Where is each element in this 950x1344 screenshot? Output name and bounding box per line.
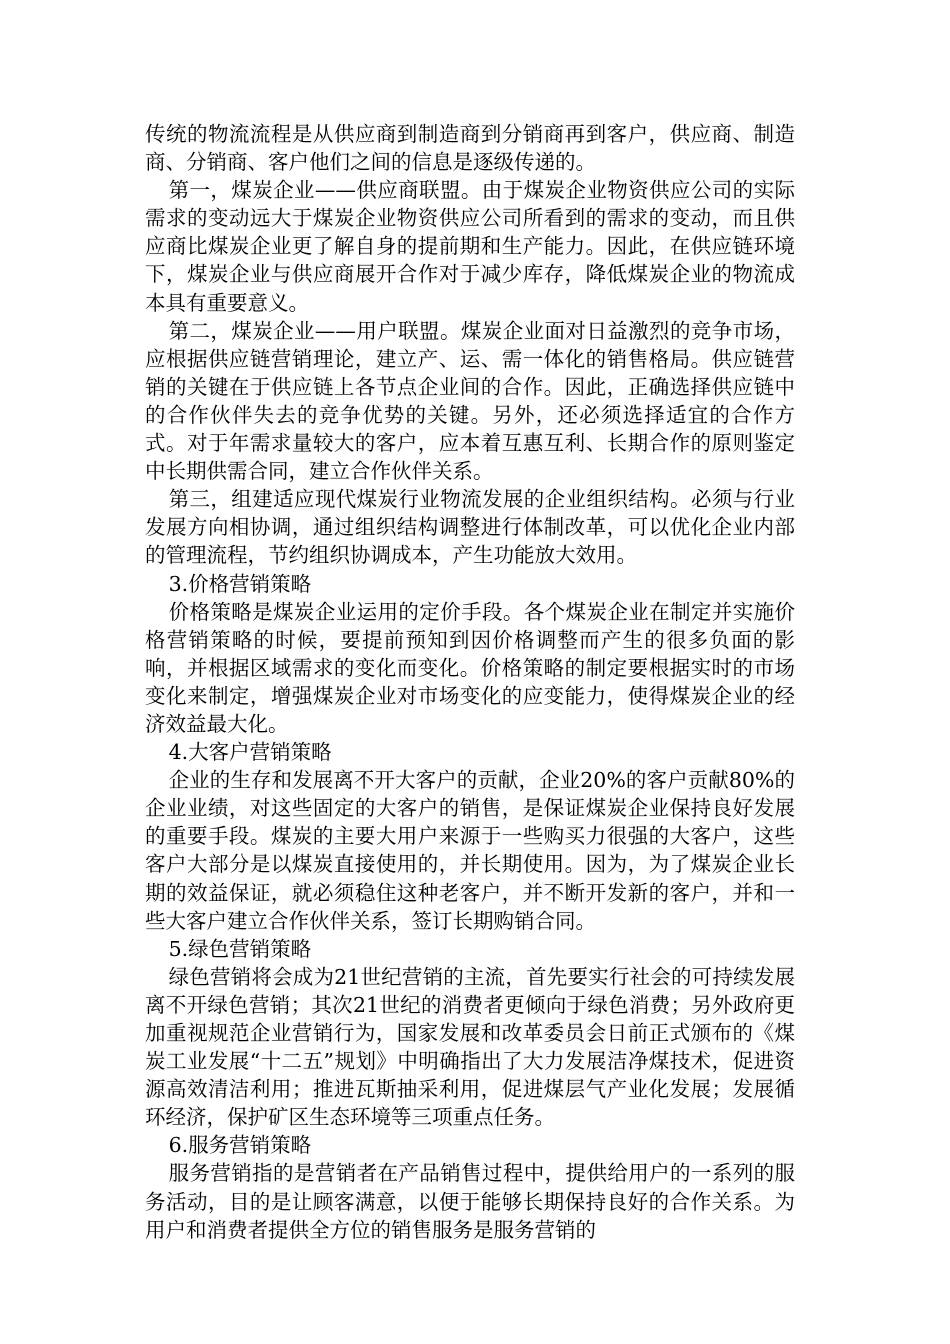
paragraph-user-alliance: 第二，煤炭企业——用户联盟。煤炭企业面对日益激烈的竞争市场，应根据供应链营销理论，建立产、运、需一体化的销售格局。供应链营销的关键在于供应链上各节点企业间的合作。因此，正确选择供应链中的合作伙伴失去的竞争优势的关键。另外，还必须选择适宜的合作方式。对于年需求量较大的客户，应本着互惠互利、长期合作的原则鉴定中长期供需合同，建立合作伙伴关系。 <box>145 318 795 484</box>
paragraph-key-account-strategy: 企业的生存和发展离不开大客户的贡献，企业20%的客户贡献80%的企业业绩，对这些固定的大客户的销售，是保证煤炭企业保持良好发展的重要手段。煤炭的主要大用户来源于一些购买力很强的大客户，这些客户大部分是以煤炭直接使用的，并长期使用。因为，为了煤炭企业长期的效益保证，就必须稳住这种老客户，并不断开发新的客户，并和一些大客户建立合作伙伴关系，签订长期购销合同。 <box>145 768 795 933</box>
paragraph-organization-structure: 第三，组建适应现代煤炭行业物流发展的企业组织结构。必须与行业发展方向相协调，通过组织结构调整进行体制改革，可以优化企业内部的管理流程，节约组织协调成本，产生功能放大效用。 <box>145 487 795 568</box>
section-heading-price: 3.价格营销策略 <box>168 571 312 596</box>
body-text <box>145 120 795 1244</box>
paragraph-price-strategy: 价格策略是煤炭企业运用的定价手段。各个煤炭企业在制定并实施价格营销策略的时候，要提前预知到因价格调整而产生的很多负面的影响，并根据区域需求的变化而变化。价格策略的制定要根据实时的市场变化来制定，增强煤炭企业对市场变化的应变能力，使得煤炭企业的经济效益最大化。 <box>145 599 795 736</box>
paragraph-supplier-alliance: 第一，煤炭企业——供应商联盟。由于煤炭企业物资供应公司的实际需求的变动远大于煤炭企业物资供应公司所看到的需求的变动，而且供应商比煤炭企业更了解自身的提前期和生产能力。因此，在供应链环境下，煤炭企业与供应商展开合作对于减少库存，降低煤炭企业的物流成本具有重要意义。 <box>145 178 795 315</box>
paragraph-supply-chain-info: 传统的物流流程是从供应商到制造商到分销商再到客户，供应商、制造商、分销商、客户他们之间的信息是逐级传递的。 <box>145 122 795 175</box>
section-heading-green: 5.绿色营销策略 <box>168 936 312 961</box>
section-heading-service: 6.服务营销策略 <box>168 1133 312 1158</box>
section-heading-key-account: 4.大客户营销策略 <box>168 740 332 765</box>
paragraph-green-strategy: 绿色营销将会成为21世纪营销的主流，首先要实行社会的可持续发展离不开绿色营销；其次21世纪的消费者更倾向于绿色消费；另外政府更加重视规范企业营销行为，国家发展和改革委员会日前正式颁布的《煤炭工业发展“十二五”规划》中明确指出了大力发展洁净煤技术，促进资源高效清洁利用；推进瓦斯抽采利用，促进煤层气产业化发展；发展循环经济，保护矿区生态环境等三项重点任务。 <box>145 964 795 1130</box>
paragraph-service-strategy: 服务营销指的是营销者在产品销售过程中，提供给用户的一系列的服务活动，目的是让顾客满意，以便于能够长期保持良好的合作关系。为用户和消费者提供全方位的销售服务是服务营销的 <box>145 1161 795 1242</box>
